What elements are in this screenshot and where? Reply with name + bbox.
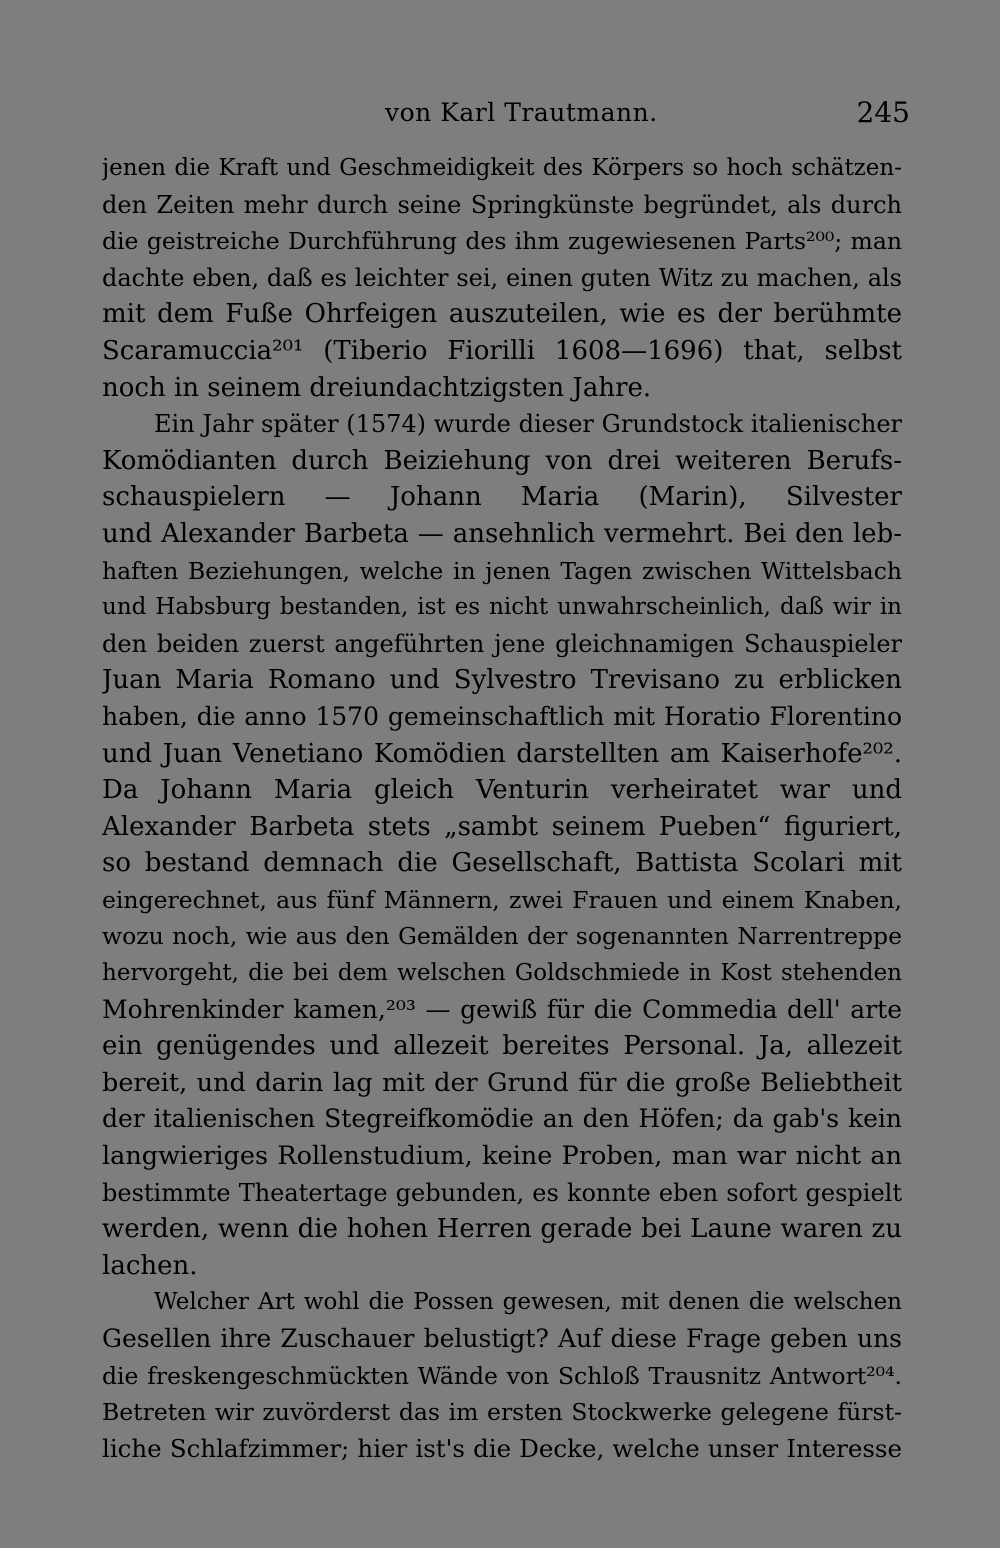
text-line: hervorgeht, die bei dem welschen Goldschmiede in Kost stehenden — [102, 960, 902, 987]
text-line: die geistreiche Durchführung des ihm zugewiesenen Parts²⁰⁰; man — [102, 227, 902, 256]
text-line: und Juan Venetiano Komödien darstellten am Kaiserhofe²⁰². — [102, 738, 902, 769]
text-line: so bestand demnach die Gesellschaft, Battista Scolari mit — [102, 848, 902, 879]
text-line: haben, die anno 1570 gemeinschaftlich mit Horatio Florentino — [102, 701, 902, 731]
text-line: eingerechnet, aus fünf Männern, zwei Frauen und einem Knaben, — [102, 885, 902, 914]
text-line: schauspielern — Johann Maria (Marin), Silvester — [102, 482, 902, 513]
text-line: bereit, und darin lag mit der Grund für die große Beliebtheit — [102, 1067, 902, 1098]
text-line: Da Johann Maria gleich Venturin verheiratet war und — [102, 775, 902, 806]
text-line: haften Beziehungen, welche in jenen Tagen zwischen Wittelsbach — [102, 556, 902, 585]
text-line: Komödianten durch Beiziehung von drei weiteren Berufs- — [102, 445, 902, 476]
text-line: mit dem Fuße Ohrfeigen auszuteilen, wie es der berühmte — [102, 299, 902, 330]
text-line: Betreten wir zuvörderst das im ersten Stockwerke gelegene fürst- — [102, 1398, 902, 1427]
text-line: die freskengeschmückten Wände von Schloß Trausnitz Antwort²⁰⁴. — [102, 1361, 902, 1390]
text-line: Juan Maria Romano und Sylvestro Trevisano zu erblicken — [102, 665, 902, 696]
text-line: Mohrenkinder kamen,²⁰³ — gewiß für die Commedia dell' arte — [102, 994, 902, 1024]
text-line: Welcher Art wohl die Possen gewesen, mit denen die welschen — [154, 1289, 902, 1316]
text-line: Ein Jahr später (1574) wurde dieser Grundstock italienischer — [154, 410, 902, 439]
text-line: jenen die Kraft und Geschmeidigkeit des Körpers so hoch schätzen- — [102, 155, 902, 181]
text-line: liche Schlafzimmer; hier ist's die Decke, welche unser Interesse — [102, 1433, 902, 1463]
text-line: lachen. — [102, 1250, 198, 1281]
body-text — [102, 150, 902, 1467]
running-head: von Karl Trautmann. — [385, 98, 658, 127]
page-number: 245 — [856, 96, 910, 129]
text-line: dachte eben, daß es leichter sei, einen guten Witz zu machen, als — [102, 263, 902, 292]
text-line: werden, wenn die hohen Herren gerade bei Laune waren zu — [102, 1214, 902, 1245]
text-line: wozu noch, wie aus den Gemälden der sogenannten Narrentreppe — [102, 922, 902, 951]
text-line: und Habsburg bestanden, ist es nicht unwahrscheinlich, daß wir in — [102, 594, 902, 621]
text-line: Alexander Barbeta stets „sambt seinem Pueben“ figuriert, — [102, 811, 902, 842]
text-line: und Alexander Barbeta — ansehnlich vermehrt. Bei den leb- — [102, 518, 902, 549]
text-line: Gesellen ihre Zuschauer belustigt? Auf diese Frage geben uns — [102, 1324, 902, 1353]
text-line: langwieriges Rollenstudium, keine Proben, man war nicht an — [102, 1141, 902, 1172]
text-line: der italienischen Stegreifkomödie an den Höfen; da gab's kein — [102, 1104, 902, 1134]
text-line: den Zeiten mehr durch seine Springkünste begründet, als durch — [102, 190, 902, 219]
text-line: den beiden zuerst angeführten jene gleichnamigen Schauspieler — [102, 629, 902, 658]
text-line: bestimmte Theatertage gebunden, es konnte eben sofort gespielt — [102, 1178, 902, 1207]
page-header — [100, 92, 910, 136]
text-line: ein genügendes und allezeit bereites Personal. Ja, allezeit — [102, 1031, 902, 1062]
text-line: Scaramuccia²⁰¹ (Tiberio Fiorilli 1608—1696) that, selbst — [102, 335, 902, 366]
text-line: noch in seinem dreiundachtzigsten Jahre. — [102, 372, 652, 403]
